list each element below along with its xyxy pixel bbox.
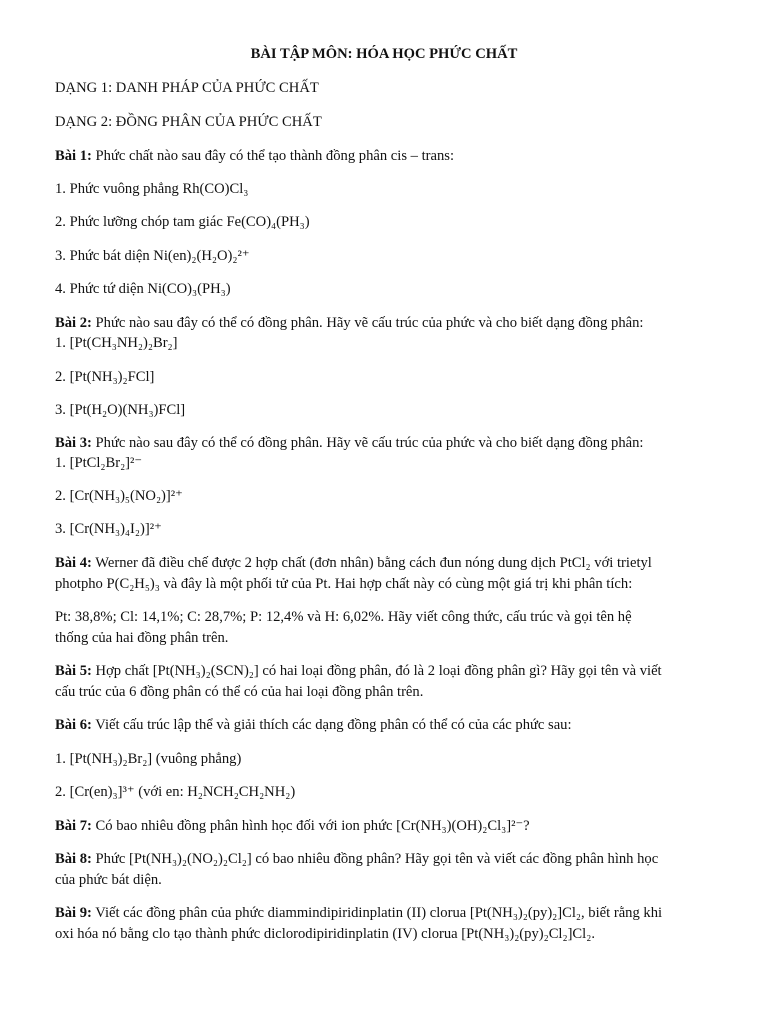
exercise-9-line-1 [55, 904, 728, 922]
exercise-3-item-3: 3. [Cr(NH₃)₄I₂)]²⁺ [55, 521, 162, 537]
exercise-6-question [55, 716, 728, 734]
exercise-2-item-2: 2. [Pt(NH₃)₂FCl] [55, 369, 155, 385]
exercise-1-label: Bài 1: [55, 148, 92, 164]
exercise-1-item-4: 4. Phức tứ diện Ni(CO)₃(PH₃) [55, 281, 231, 297]
page-title: BÀI TẬP MÔN: HÓA HỌC PHỨC CHẤT [250, 46, 518, 62]
exercise-4-line-4: thống của hai đồng phân trên. [55, 630, 229, 646]
exercise-3-label: Bài 3: [55, 435, 92, 451]
exercise-3-text: Phức nào sau đây có thể có đồng phân. Hãy vẽ cấu trúc của phức và cho biết dạng đồng phân: [91, 435, 644, 451]
exercise-5-line-2: cấu trúc của 6 đồng phân có thể có của hai loại đồng phân trên. [55, 684, 424, 700]
exercise-4-label: Bài 4: [55, 555, 92, 571]
exercise-1-item-2: 2. Phức lưỡng chóp tam giác Fe(CO)₄(PH₃) [55, 214, 310, 230]
exercise-9-label: Bài 9: [55, 905, 92, 921]
exercise-6-item-1: 1. [Pt(NH₃)₂Br₂] (vuông phẳng) [55, 751, 242, 767]
exercise-2-text: Phức nào sau đây có thể có đồng phân. Hãy vẽ cấu trúc của phức và cho biết dạng đồng phân: [91, 315, 644, 331]
exercise-8-line-1 [55, 850, 728, 868]
exercise-5-line-1 [55, 662, 728, 680]
exercise-8-line-2: của phức bát diện. [55, 872, 162, 888]
exercise-9-text: Viết các đồng phân của phức diammindipiridinplatin (II) clorua [Pt(NH₃)₂(py)₂]Cl₂, biết rằng khi [91, 905, 663, 921]
exercise-1-item-3: 3. Phức bát diện Ni(en)₂(H₂O)₂²⁺ [55, 248, 250, 264]
section-heading-dang2: DẠNG 2: ĐỒNG PHÂN CỦA PHỨC CHẤT [55, 114, 322, 130]
exercise-9-line-2: oxi hóa nó bằng clo tạo thành phức diclorodipiridinplatin (IV) clorua [Pt(NH₃)₂(py)₂Cl₂]Cl₂. [55, 926, 595, 942]
exercise-4-line-2: photpho P(C₂H₅)₃ và đây là một phối tử của Pt. Hai hợp chất này có cùng một giá trị khi phân tích: [55, 576, 633, 592]
exercise-7-label: Bài 7: [55, 818, 92, 834]
exercise-5-label: Bài 5: [55, 663, 92, 679]
exercise-6-item-2: 2. [Cr(en)₃]³⁺ (với en: H₂NCH₂CH₂NH₂) [55, 784, 296, 800]
exercise-3-question [55, 434, 728, 452]
exercise-2-label: Bài 2: [55, 315, 92, 331]
exercise-7-text: Có bao nhiêu đồng phân hình học đối với ion phức [Cr(NH₃)(OH)₂Cl₃]²⁻? [91, 818, 530, 834]
exercise-1-question [55, 147, 728, 165]
section-heading-dang1: DẠNG 1: DANH PHÁP CỦA PHỨC CHẤT [55, 80, 319, 96]
exercise-3-item-1: 1. [PtCl₂Br₂]²⁻ [55, 455, 143, 471]
exercise-4-line-3: Pt: 38,8%; Cl: 14,1%; C: 28,7%; P: 12,4% và H: 6,02%. Hãy viết công thức, cấu trúc và gọi tên hệ [55, 609, 632, 625]
exercise-1-text: Phức chất nào sau đây có thể tạo thành đồng phân cis – trans: [91, 148, 455, 164]
exercise-2-item-3: 3. [Pt(H₂O)(NH₃)FCl] [55, 402, 186, 418]
exercise-5-text: Hợp chất [Pt(NH₃)₂(SCN)₂] có hai loại đồng phân, đó là 2 loại đồng phân gì? Hãy gọi tên và viết [91, 663, 662, 679]
exercise-6-label: Bài 6: [55, 717, 92, 733]
exercise-4-text: Werner đã điều chế được 2 hợp chất (đơn nhân) bằng cách đun nóng dung dịch PtCl₂ với trietyl [91, 555, 652, 571]
exercise-2-question [55, 314, 728, 332]
exercise-8-label: Bài 8: [55, 851, 92, 867]
exercise-4-line-1 [55, 554, 728, 572]
exercise-3-item-2: 2. [Cr(NH₃)₅(NO₂)]²⁺ [55, 488, 183, 504]
exercise-1-item-1: 1. Phức vuông phẳng Rh(CO)Cl₃ [55, 181, 249, 197]
exercise-2-item-1: 1. [Pt(CH₃NH₂)₂Br₂] [55, 335, 178, 351]
exercise-8-text: Phức [Pt(NH₃)₂(NO₂)₂Cl₂] có bao nhiêu đồng phân? Hãy gọi tên và viết các đồng phân hình học [91, 851, 659, 867]
exercise-6-text: Viết cấu trúc lập thể và giải thích các dạng đồng phân có thể có của các phức sau: [91, 717, 572, 733]
exercise-7-question [55, 817, 728, 835]
